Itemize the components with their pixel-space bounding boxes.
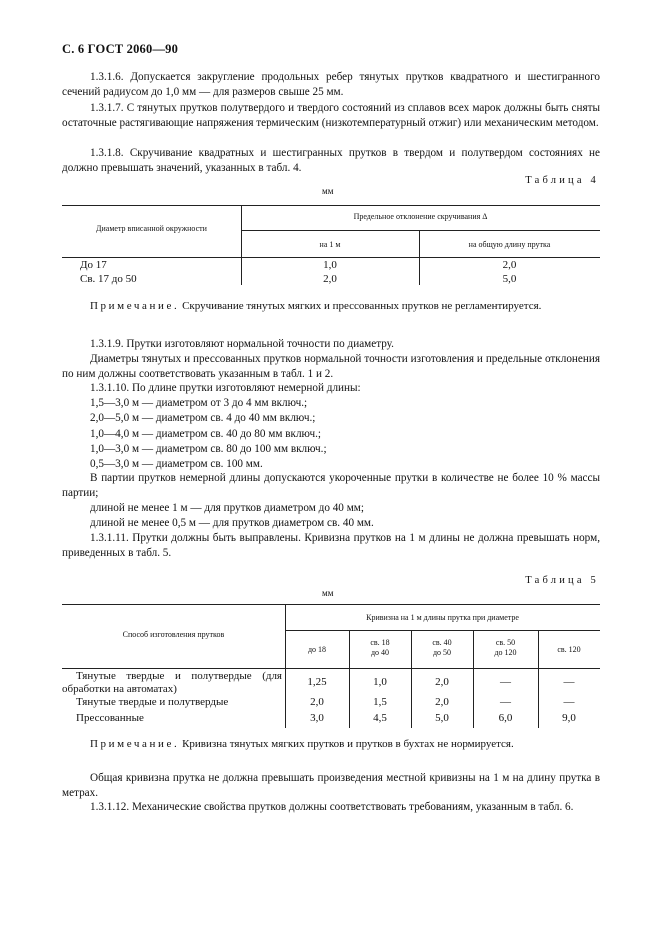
- table-4-header-group: Предельное отклонение скручивания Δ: [353, 212, 488, 221]
- table-4-cell: 1,0: [323, 259, 337, 271]
- table-4-note: [90, 299, 610, 313]
- table-5-header-group: Кривизна на 1 м длины прутка при диаметре: [366, 613, 519, 622]
- table-5-subheader: св. 40 до 50: [432, 638, 452, 657]
- table-5-cell: 2,0: [435, 676, 449, 688]
- length-line: 2,0—5,0 м — диаметром св. 4 до 40 мм включ.;: [90, 412, 316, 424]
- short-line: длиной не менее 0,5 м — для прутков диаметром св. 40 мм.: [90, 517, 374, 529]
- table-5-caption: Таблица 5: [525, 575, 599, 586]
- note-text: Кривизна тянутых мягких прутков и прутков в бухтах не нормируется.: [179, 738, 514, 750]
- table-5-cell: —: [500, 696, 511, 708]
- table-5-subheader: св. 120: [557, 645, 581, 654]
- table-5-row-label: Прессованные: [76, 712, 144, 724]
- paragraph-1-3-1-12: 1.3.1.12. Механические свойства прутков должны соответствовать требованиям, указанным в табл. 6.: [90, 801, 574, 813]
- table-5-subheader: св. 18 до 40: [370, 638, 390, 657]
- paragraph-short-bars: В партии прутков немерной длины допускаются укороченные прутки в количестве не более 10 % массы партии;: [62, 472, 600, 499]
- table-4-subheader-total-length: на общую длину прутка: [468, 240, 551, 249]
- length-line: 1,0—3,0 м — диаметром св. 80 до 100 мм включ.;: [90, 443, 327, 455]
- paragraph-total-curvature: Общая кривизна прутка не должна превышать произведения местной кривизны на 1 м на длину прутка в метрах.: [62, 772, 600, 799]
- note-label: Примечание.: [90, 300, 180, 312]
- table-4-unit: мм: [322, 186, 334, 196]
- table-5-row-label: Тянутые твердые и полутвердые (для обработки на автоматах): [62, 670, 282, 695]
- table-4-row-label: Св. 17 до 50: [80, 273, 137, 285]
- table-5-note: [90, 737, 610, 751]
- paragraph-1-3-1-10: 1.3.1.10. По длине прутки изготовляют немерной длины:: [90, 382, 361, 394]
- table-5-cell: 1,0: [373, 676, 387, 688]
- table-5-subheader: до 18: [307, 645, 327, 654]
- paragraph-1-3-1-11: 1.3.1.11. Прутки должны быть выправлены. Кривизна прутков на 1 м длины не должна превышать норм, приведенных в табл. 5.: [62, 532, 600, 559]
- page-header: С. 6 ГОСТ 2060—90: [62, 42, 179, 56]
- table-5-row-label: Тянутые твердые и полутвердые: [76, 696, 229, 708]
- table-4-cell: 2,0: [502, 259, 517, 271]
- table-5-cell: 5,0: [435, 712, 449, 724]
- note-label: Примечание.: [90, 738, 180, 750]
- length-line: 1,0—4,0 м — диаметром св. 40 до 80 мм включ.;: [90, 428, 321, 440]
- table-5-unit: мм: [322, 588, 334, 598]
- table-5-cell: —: [500, 676, 511, 688]
- table-5-cell: 1,25: [307, 676, 327, 688]
- table-4-cell: 5,0: [502, 273, 517, 285]
- paragraph-1-3-1-6: 1.3.1.6. Допускается закругление продольных ребер тянутых прутков квадратного и шестигранного сечений радиусом до 1,0 мм — для размеров свыше 25 мм.: [62, 71, 600, 98]
- note-text: Скручивание тянутых мягких и прессованных прутков не регламентируется.: [179, 300, 542, 312]
- table-5-cell: 6,0: [498, 712, 513, 724]
- table-5-cell: 4,5: [373, 712, 387, 724]
- table-4-subheader-per-meter: на 1 м: [319, 240, 341, 249]
- table-5-cell: 1,5: [373, 696, 387, 708]
- table-4-row-label: До 17: [80, 259, 107, 271]
- paragraph-1-3-1-9: 1.3.1.9. Прутки изготовляют нормальной точности по диаметру.: [90, 338, 394, 350]
- table-4-cell: 2,0: [323, 273, 337, 285]
- paragraph-diameters: Диаметры тянутых и прессованных прутков нормальной точности изготовления и предельные отклонения по ним должны соответствовать указанным в табл. 1 и 2.: [62, 353, 600, 380]
- length-line: 1,5—3,0 м — диаметром от 3 до 4 мм включ.;: [90, 397, 308, 409]
- table-5-cell: 9,0: [562, 712, 576, 724]
- table-5-cell: 3,0: [310, 712, 324, 724]
- short-line: длиной не менее 1 м — для прутков диаметром до 40 мм;: [90, 502, 364, 514]
- table-4-caption: Таблица 4: [525, 175, 599, 186]
- table-5-cell: 2,0: [310, 696, 324, 708]
- paragraph-1-3-1-8: 1.3.1.8. Скручивание квадратных и шестигранных прутков в твердом и полутвердом состояниях не должно превышать значений, указанных в табл. 4.: [62, 147, 600, 174]
- table-5-cell: 2,0: [435, 696, 449, 708]
- length-line: 0,5—3,0 м — диаметром св. 100 мм.: [90, 458, 263, 470]
- table-4-header-diameter: Диаметр вписанной окружности: [96, 224, 207, 233]
- table-5-header-method: Способ изготовления прутков: [122, 630, 225, 639]
- table-5-cell: —: [563, 696, 575, 708]
- paragraph-1-3-1-7: 1.3.1.7. С тянутых прутков полутвердого и твердого состояний из сплавов всех марок должны быть сняты остаточные растягивающие напряжения термическим (низкотемпературный отжиг) или механическим методом.: [62, 102, 600, 129]
- table-5-cell: —: [563, 676, 575, 688]
- table-5-subheader: св. 50 до 120: [494, 638, 517, 657]
